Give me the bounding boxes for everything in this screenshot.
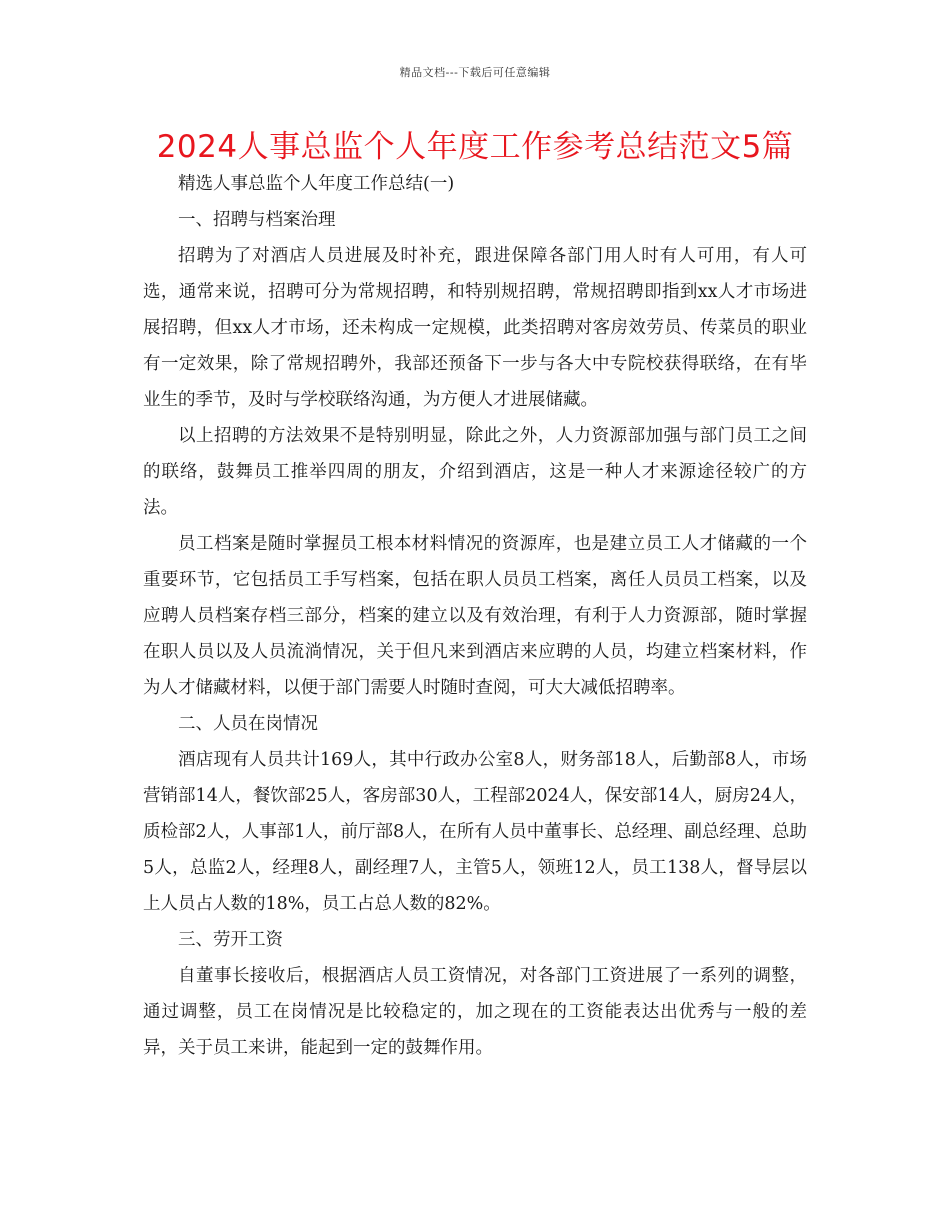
body-paragraph: 自董事长接收后，根据酒店人员工资情况，对各部门工资进展了一系列的调整，通过调整，员工在岗情况是比较稳定的，加之现在的工资能表达出优秀与一般的差异，关于员工来讲，能起到一定的鼓舞作用。	[143, 966, 807, 1058]
body-paragraph: 员工档案是随时掌握员工根本材料情况的资源库，也是建立员工人才储藏的一个重要环节，它包括员工手写档案，包括在职人员员工档案，离任人员员工档案，以及应聘人员档案存档三部分，档案的建立以及有效治理，有利于人力资源部，随时掌握在职人员以及人员流淌情况，关于但凡来到酒店来应聘的人员，均建立档案材料，作为人才储藏材料，以便于部门需要人时随时查阅，可大大减低招聘率。	[143, 534, 807, 698]
body-paragraph: 酒店现有人员共计169人，其中行政办公室8人，财务部18人，后勤部8人，市场营销部14人，餐饮部25人，客房部30人，工程部2024人，保安部14人，厨房24人，质检部2人，人事部1人，前厅部8人，在所有人员中董事长、总经理、副总经理、总助5人，总监2人，经理8人，副经理7人，主管5人，领班12人，员工138人，督导层以上人员占人数的18%，员工占总人数的82%。	[143, 750, 807, 914]
document-body	[143, 166, 807, 1066]
section-heading-1: 一、招聘与档案治理	[178, 210, 336, 230]
document-title: 2024人事总监个人年度工作参考总结范文5篇	[156, 129, 794, 165]
section-heading-3: 三、劳开工资	[178, 930, 283, 950]
subtitle-paragraph: 精选人事总监个人年度工作总结(一)	[178, 174, 455, 194]
body-paragraph: 以上招聘的方法效果不是特别明显，除此之外，人力资源部加强与部门员工之间的联络，鼓舞员工推举四周的朋友，介绍到酒店，这是一种人才来源途径较广的方法。	[143, 426, 807, 518]
header-note: 精品文档---下载后可任意编辑	[399, 66, 551, 79]
section-heading-2: 二、人员在岗情况	[178, 714, 318, 734]
body-paragraph: 招聘为了对酒店人员进展及时补充，跟进保障各部门用人时有人可用，有人可选，通常来说，招聘可分为常规招聘，和特别规招聘，常规招聘即指到xx人才市场进展招聘，但xx人才市场，还未构成一定规模，此类招聘对客房效劳员、传菜员的职业有一定效果，除了常规招聘外，我部还预备下一步与各大中专院校获得联络，在有毕业生的季节，及时与学校联络沟通，为方便人才进展储藏。	[143, 246, 807, 410]
